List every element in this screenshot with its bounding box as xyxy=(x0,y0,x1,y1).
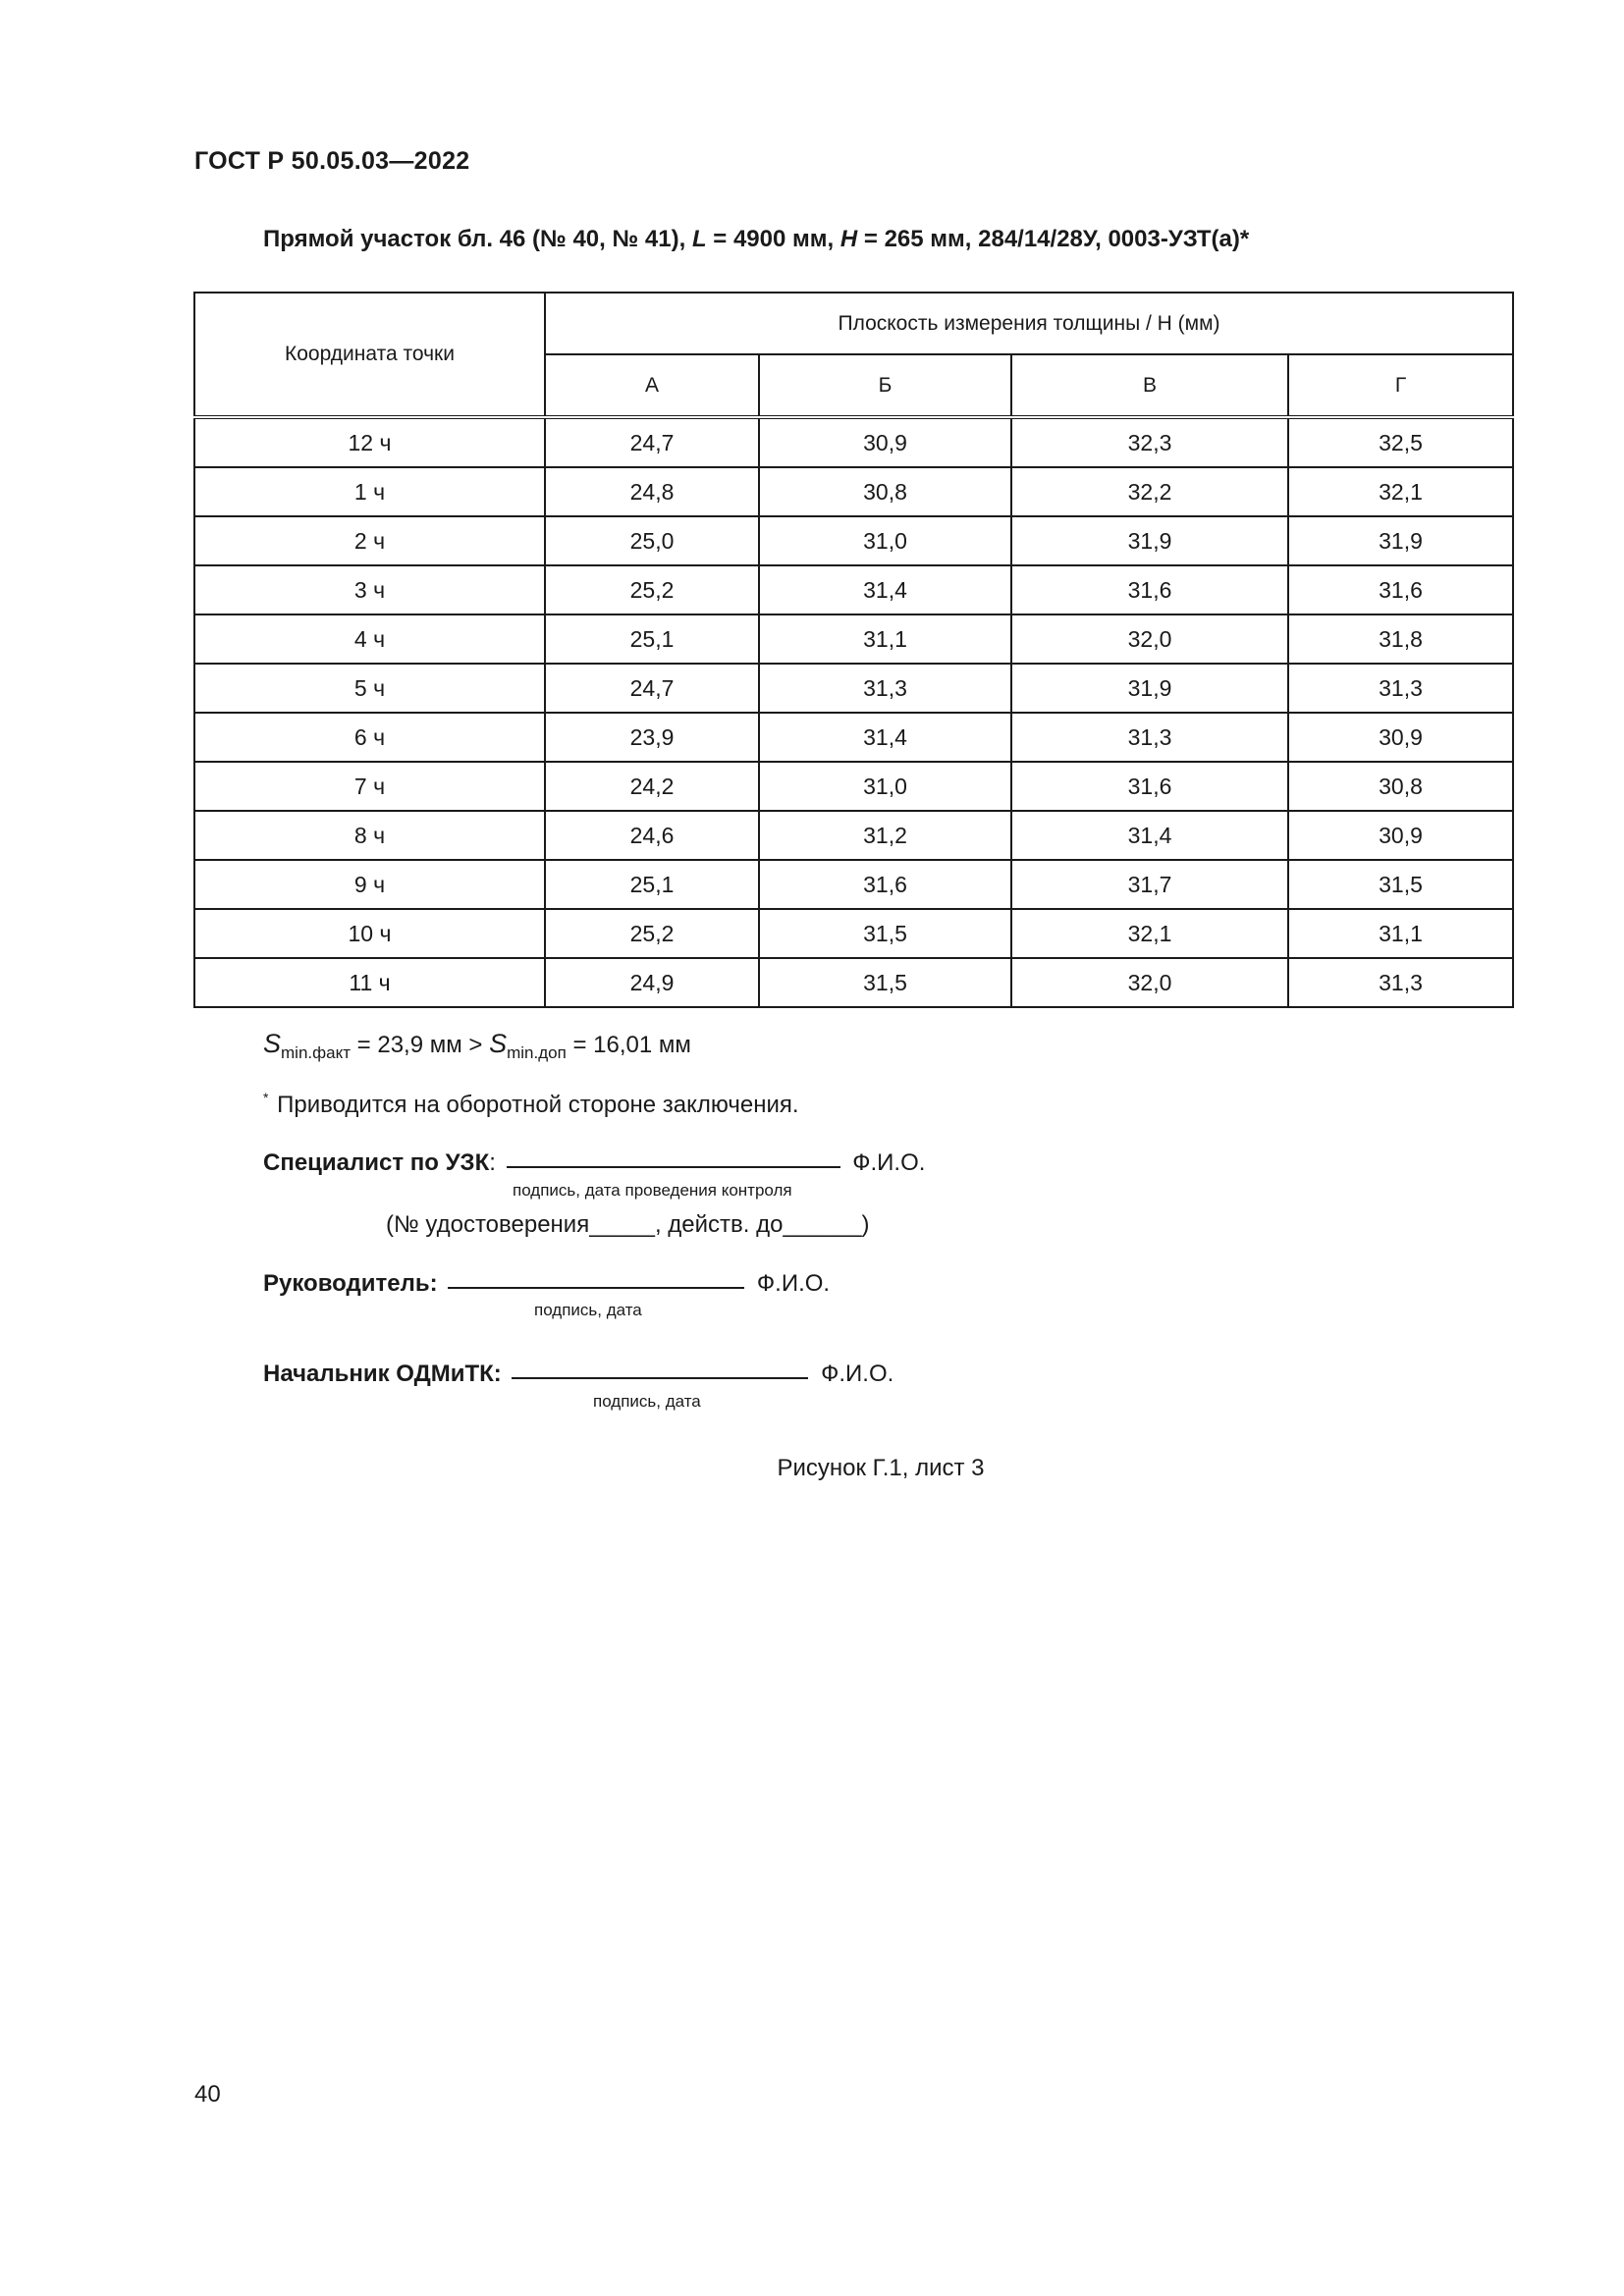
formula-end: = 16,01 мм xyxy=(566,1032,691,1058)
manager-label: Руководитель: xyxy=(263,1270,438,1297)
figure-caption: Рисунок Г.1, лист 3 xyxy=(777,1455,985,1481)
coord-cell: 4 ч xyxy=(194,614,545,664)
value-cell-v: 32,0 xyxy=(1011,958,1288,1007)
specialist-colon: : xyxy=(489,1149,496,1176)
formula-sub-fact: min.факт xyxy=(281,1043,351,1062)
value-cell-g: 31,8 xyxy=(1288,614,1513,664)
caption-part3: = 265 мм, 284/14/28У, 0003-УЗТ(а)* xyxy=(857,226,1250,252)
value-cell-a: 24,7 xyxy=(545,664,759,713)
value-cell-v: 31,6 xyxy=(1011,565,1288,614)
coord-cell: 2 ч xyxy=(194,516,545,565)
formula-sub-allowed: min.доп xyxy=(507,1043,567,1062)
value-cell-v: 32,3 xyxy=(1011,417,1288,467)
chief-label: Начальник ОДМиТК: xyxy=(263,1361,502,1387)
value-cell-g: 30,9 xyxy=(1288,713,1513,762)
value-cell-v: 32,1 xyxy=(1011,909,1288,958)
manager-signature-hint: подпись, дата xyxy=(534,1301,642,1319)
chief-signature-hint: подпись, дата xyxy=(593,1392,701,1411)
figure-caption-wrap xyxy=(0,1455,1624,1482)
coord-cell: 7 ч xyxy=(194,762,545,811)
section-caption xyxy=(263,226,1249,253)
table-row xyxy=(194,860,1513,909)
column-header-b: Б xyxy=(759,354,1011,417)
value-cell-g: 32,5 xyxy=(1288,417,1513,467)
value-cell-g: 32,1 xyxy=(1288,467,1513,516)
coord-cell: 10 ч xyxy=(194,909,545,958)
value-cell-v: 31,3 xyxy=(1011,713,1288,762)
chief-signature-line[interactable] xyxy=(512,1376,808,1379)
value-cell-v: 31,6 xyxy=(1011,762,1288,811)
min-thickness-formula xyxy=(263,1029,691,1063)
footnote-text: Приводится на оборотной стороне заключения. xyxy=(270,1092,799,1118)
value-cell-b: 31,4 xyxy=(759,565,1011,614)
value-cell-g: 31,6 xyxy=(1288,565,1513,614)
table-row xyxy=(194,516,1513,565)
coord-cell: 5 ч xyxy=(194,664,545,713)
value-cell-v: 31,4 xyxy=(1011,811,1288,860)
value-cell-g: 31,9 xyxy=(1288,516,1513,565)
value-cell-a: 24,2 xyxy=(545,762,759,811)
value-cell-b: 31,6 xyxy=(759,860,1011,909)
value-cell-a: 25,0 xyxy=(545,516,759,565)
value-cell-a: 25,1 xyxy=(545,614,759,664)
value-cell-b: 31,4 xyxy=(759,713,1011,762)
coord-cell: 9 ч xyxy=(194,860,545,909)
value-cell-b: 31,2 xyxy=(759,811,1011,860)
table-row xyxy=(194,467,1513,516)
value-cell-a: 25,1 xyxy=(545,860,759,909)
caption-L-symbol: L xyxy=(691,226,707,252)
value-cell-a: 24,7 xyxy=(545,417,759,467)
manager-signature-line[interactable] xyxy=(448,1286,744,1289)
value-cell-a: 25,2 xyxy=(545,565,759,614)
table-row xyxy=(194,909,1513,958)
value-cell-g: 31,1 xyxy=(1288,909,1513,958)
column-header-a: А xyxy=(545,354,759,417)
table-row xyxy=(194,958,1513,1007)
formula-symbol-fact: S xyxy=(263,1029,282,1058)
value-cell-v: 32,0 xyxy=(1011,614,1288,664)
manager-signature-row xyxy=(263,1270,830,1298)
formula-symbol-allowed: S xyxy=(489,1029,508,1058)
value-cell-v: 31,9 xyxy=(1011,516,1288,565)
column-header-g: Г xyxy=(1288,354,1513,417)
formula-mid: = 23,9 мм > xyxy=(351,1032,490,1058)
table-row xyxy=(194,565,1513,614)
coord-cell: 8 ч xyxy=(194,811,545,860)
value-cell-v: 32,2 xyxy=(1011,467,1288,516)
value-cell-b: 31,3 xyxy=(759,664,1011,713)
plane-header: Плоскость измерения толщины / Н (мм) xyxy=(545,293,1513,354)
document-code: ГОСТ Р 50.05.03—2022 xyxy=(194,147,470,175)
caption-part1: Прямой участок бл. 46 (№ 40, № 41), xyxy=(263,226,692,252)
value-cell-a: 24,6 xyxy=(545,811,759,860)
value-cell-a: 24,8 xyxy=(545,467,759,516)
thickness-table xyxy=(193,292,1514,1008)
specialist-fio: Ф.И.О. xyxy=(852,1149,926,1176)
value-cell-a: 25,2 xyxy=(545,909,759,958)
coord-cell: 3 ч xyxy=(194,565,545,614)
table-row xyxy=(194,811,1513,860)
caption-H-symbol: H xyxy=(839,226,858,252)
value-cell-b: 31,1 xyxy=(759,614,1011,664)
coord-cell: 6 ч xyxy=(194,713,545,762)
chief-signature-row xyxy=(263,1361,893,1388)
coord-cell: 11 ч xyxy=(194,958,545,1007)
value-cell-g: 30,8 xyxy=(1288,762,1513,811)
specialist-signature-hint: подпись, дата проведения контроля xyxy=(513,1181,792,1200)
coord-cell: 1 ч xyxy=(194,467,545,516)
specialist-signature-line[interactable] xyxy=(507,1165,840,1168)
manager-fio: Ф.И.О. xyxy=(756,1270,831,1297)
value-cell-b: 30,9 xyxy=(759,417,1011,467)
value-cell-b: 31,5 xyxy=(759,909,1011,958)
value-cell-a: 24,9 xyxy=(545,958,759,1007)
specialist-signature-row xyxy=(263,1149,925,1177)
table-row xyxy=(194,713,1513,762)
value-cell-a: 23,9 xyxy=(545,713,759,762)
coord-header: Координата точки xyxy=(194,293,545,417)
value-cell-b: 30,8 xyxy=(759,467,1011,516)
caption-part2: = 4900 мм, xyxy=(706,226,840,252)
table-row xyxy=(194,417,1513,467)
chief-fio: Ф.И.О. xyxy=(821,1361,894,1387)
table-body xyxy=(194,417,1513,1007)
value-cell-g: 31,3 xyxy=(1288,664,1513,713)
value-cell-b: 31,5 xyxy=(759,958,1011,1007)
value-cell-v: 31,9 xyxy=(1011,664,1288,713)
table-row xyxy=(194,762,1513,811)
value-cell-g: 31,5 xyxy=(1288,860,1513,909)
value-cell-b: 31,0 xyxy=(759,762,1011,811)
value-cell-v: 31,7 xyxy=(1011,860,1288,909)
value-cell-b: 31,0 xyxy=(759,516,1011,565)
value-cell-g: 30,9 xyxy=(1288,811,1513,860)
table-row xyxy=(194,614,1513,664)
footnote xyxy=(263,1090,799,1119)
table-row xyxy=(194,664,1513,713)
specialist-label: Специалист по УЗК xyxy=(263,1149,490,1176)
page-number: 40 xyxy=(194,2081,221,2108)
specialist-certificate: (№ удостоверения_____, действ. до______) xyxy=(386,1211,870,1238)
value-cell-g: 31,3 xyxy=(1288,958,1513,1007)
column-header-v: В xyxy=(1011,354,1288,417)
coord-cell: 12 ч xyxy=(194,417,545,467)
footnote-mark: * xyxy=(263,1090,269,1105)
